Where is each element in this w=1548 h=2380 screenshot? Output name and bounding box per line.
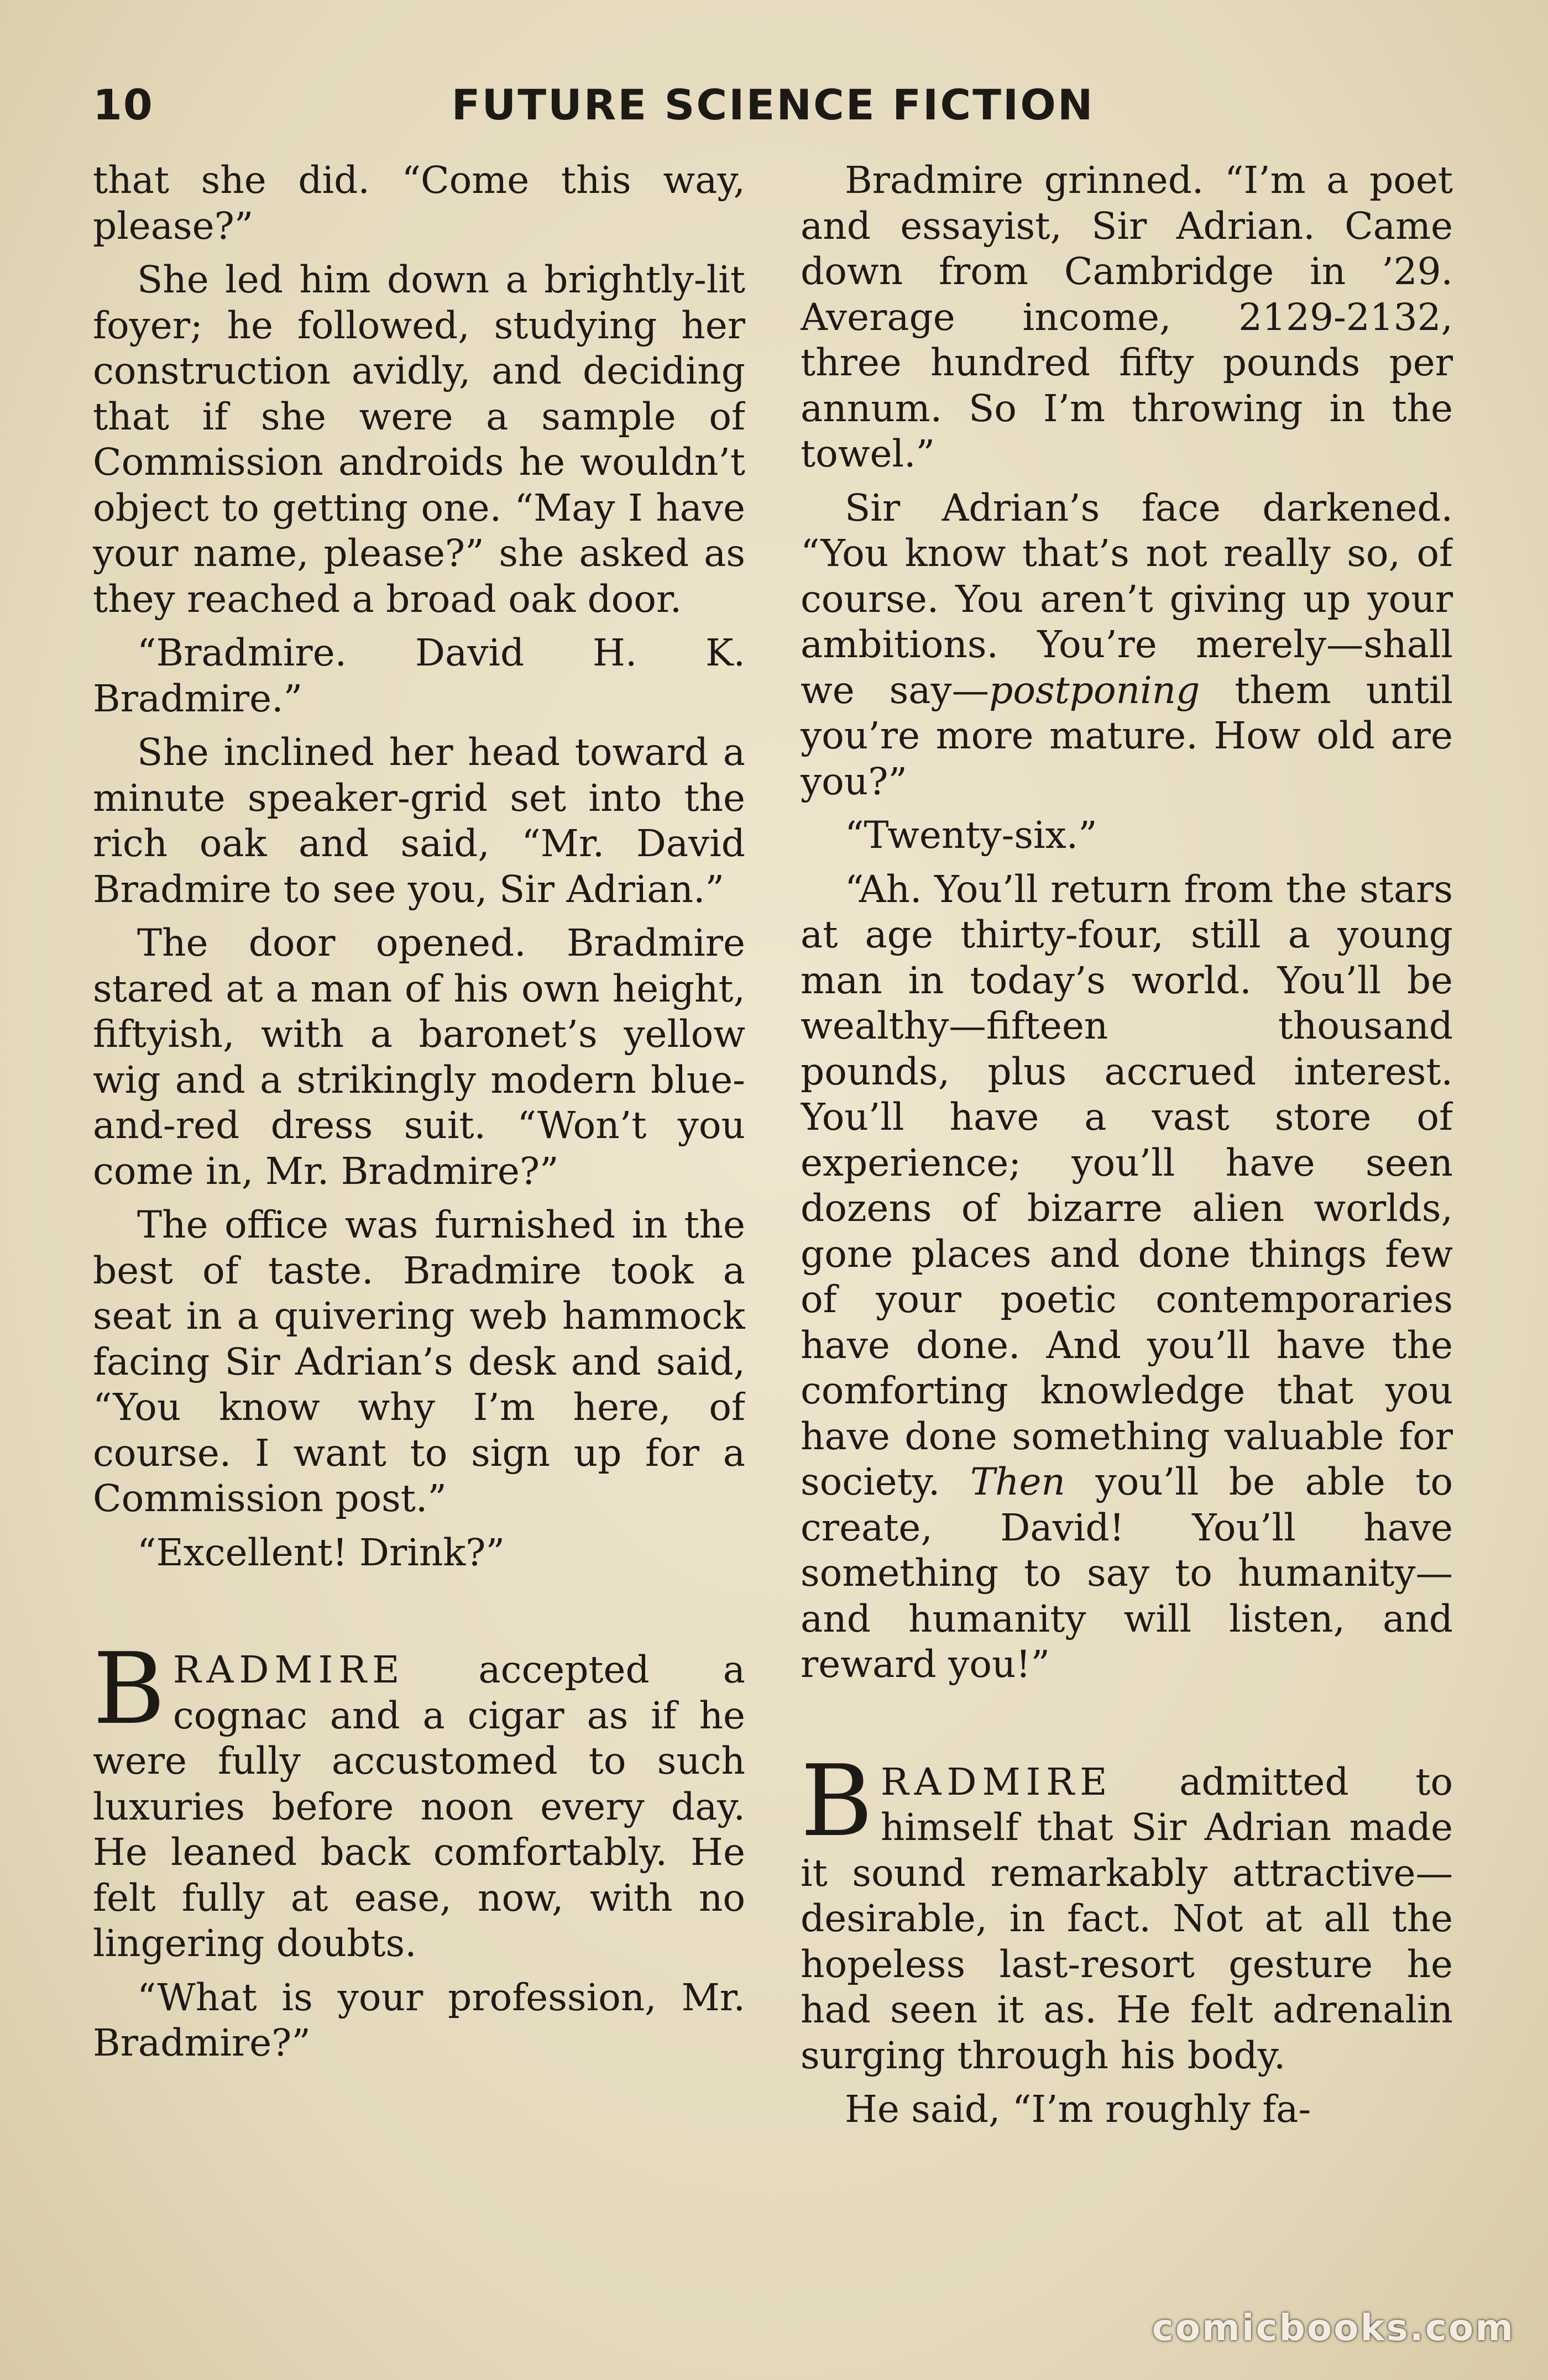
running-head: FUTURE SCIENCE FICTION <box>451 80 1095 129</box>
paragraph-text: accepted a cognac and a cigar as if he were fully accustomed to such luxuries before noon every day. He leaned back comfortably. He felt fully at ease, now, with no lingering doubts. <box>93 1648 745 1965</box>
paragraph-text: admitted to himself that Sir Adrian made it sound remarkably attractive—desirable, in fact. Not at all the hopeless last-resort gesture he had seen it as. He felt adrenalin surging through his body. <box>801 1759 1453 2077</box>
left-column <box>93 158 745 2285</box>
paragraph: He said, “I’m roughly fa- <box>845 2087 1311 2131</box>
paragraph: She inclined her head toward a minute speaker-grid set into the rich oak and said, “Mr. David Bradmire to see you, Sir Adrian.” <box>93 730 745 911</box>
small-caps-lead: RADMIRE <box>172 1648 405 1691</box>
paragraph: The door opened. Bradmire stared at a man of his own height, fiftyish, with a baronet’s yellow wig and a strikingly modern blue-and-red dress suit. “Won’t you come in, Mr. Bradmire?” <box>93 921 745 1193</box>
paragraph-text: “Ah. You’ll return from the stars at age thirty-four, still a young man in today’s world. You’ll be wealthy—fifteen thousand pounds, plus accrued interest. You’ll have a vast store of experience; you’ll have seen dozens of bizarre alien worlds, gone places and done things few of your poetic contemporaries have done. And you’ll have the comforting knowledge that you have done something valuable for society. <box>801 867 1453 1503</box>
page-number: 10 <box>93 80 154 129</box>
paragraph: that she did. “Come this way, please?” <box>93 158 745 248</box>
paragraph: “Excellent! Drink?” <box>137 1530 505 1574</box>
paragraph: Bradmire grinned. “I’m a poet and essayist, Sir Adrian. Came down from Cambridge in ’29. Average income, 2129-2132, three hundred fifty pounds per annum. So I’m throwing in the towel.” <box>801 158 1453 475</box>
italic-text: Then <box>970 1460 1065 1503</box>
paragraph <box>801 867 1453 1687</box>
paragraph: “Bradmire. David H. K. Bradmire.” <box>93 631 745 720</box>
paragraph: “What is your profession, Mr. Bradmire?” <box>93 1975 745 2064</box>
paragraph: “Twenty-six.” <box>845 813 1097 857</box>
section-start-paragraph <box>801 1743 1453 2079</box>
watermark: comicbooks.com <box>1152 2306 1515 2349</box>
right-column <box>801 158 1453 2285</box>
italic-text: postponing <box>989 668 1200 712</box>
paragraph <box>801 485 1453 805</box>
paragraph: The office was furnished in the best of taste. Bradmire took a seat in a quivering web hammock facing Sir Adrian’s desk and said, “You know why I’m here, of course. I want to sign up for a Commission post.” <box>93 1203 745 1520</box>
section-start-paragraph <box>93 1632 745 1967</box>
page-header <box>93 77 1453 138</box>
small-caps-lead: RADMIRE <box>880 1759 1113 1804</box>
paragraph-text: you’ll be able to create, David! You’ll have something to say to humanity—and humanity will listen, and reward you!” <box>801 1460 1453 1686</box>
paragraph: She led him down a brightly-lit foyer; he followed, studying her construction avidly, and deciding that if she were a sample of Commission androids he wouldn’t object to getting one. “May I have your name, please?” she asked as they reached a broad oak door. <box>93 258 745 621</box>
drop-cap: B <box>801 1743 873 1858</box>
drop-cap: B <box>93 1632 165 1746</box>
paragraph-text: them until you’re more mature. How old are you?” <box>801 668 1453 803</box>
paragraph-text: Sir Adrian’s face darkened. “You know that’s not really so, of course. You aren’t giving up your ambitions. You’re merely—shall we say— <box>801 485 1453 712</box>
